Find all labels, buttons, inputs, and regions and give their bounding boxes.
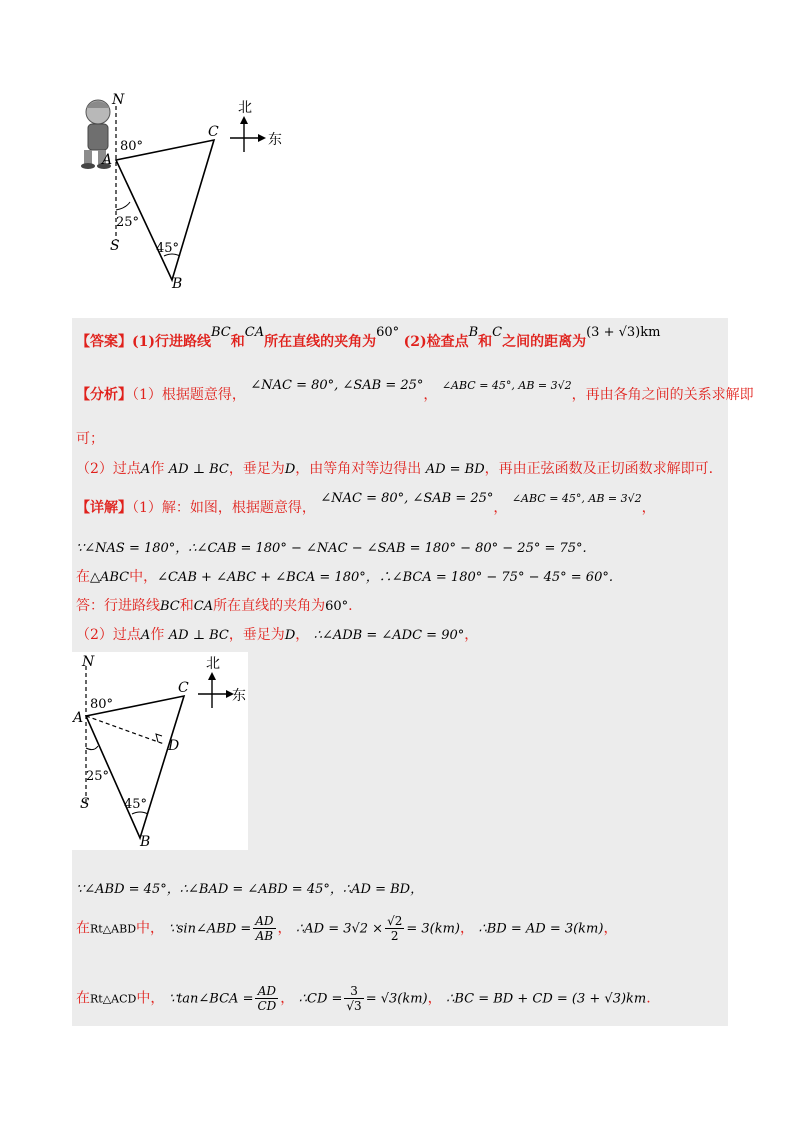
label2-S: S [80, 796, 90, 812]
compass-icon [230, 116, 266, 152]
detail-line-6: ∵∠ABD = 45°，∴∠BAD = ∠ABD = 45°，∴AD = BD， [76, 882, 424, 897]
detail-line-3: 在△ABC中，∠CAB + ∠ABC + ∠BCA = 180°，∴∠BCA = 180° − 75° − 45° = 60°. [76, 569, 613, 585]
analysis-line-2: 可； [76, 431, 104, 447]
detail-line-1: 【详解】（1）解：如图，根据题意得， ∠NAC = 80°, ∠SAB = 25°， $^{\angle ABC = 45^\circ, AB = 3√2}$， [76, 491, 656, 516]
answer-line: 【答案】(1)行进路线BC和CA所在直线的夹角为60° (2)检查点B和C之间的距离为(3 + √3)km [76, 325, 661, 350]
compass2-east: 东 [232, 688, 246, 704]
label2-25: 25° [86, 769, 110, 784]
analysis-line-1: 【分析】（1）根据题意得， ∠NAC = 80°, ∠SAB = 25°， $^{\angle ABC = 45^\circ, AB = 3√2}$，再由各角之间的关系求解即 [76, 378, 754, 403]
compass-icon-2 [198, 672, 234, 708]
label2-B: B [140, 834, 151, 850]
label2-D: D [168, 738, 180, 754]
label2-N: N [82, 654, 95, 670]
label2-80: 80° [90, 697, 114, 712]
detail-line-4: 答：行进路线BC和CA所在直线的夹角为60°. [76, 598, 353, 614]
label-S: S [110, 238, 120, 254]
label2-A: A [73, 710, 84, 726]
detail-line-7: 在Rt△ABD中， ∵sin∠ABD = $\frac{AD}{AB}$ ， ∴AD = 3√2 × $\frac{√2}{2}$ = 3(km)， ∴BD = AD = 3(km)， [76, 914, 618, 943]
analysis-line-3: （2）过点A作 AD ⊥ BC，垂足为D，由等角对等边得出 AD = BD，再由正弦函数及正切函数求解即可. [76, 461, 714, 477]
answer-part1: (1)行进路线 [132, 334, 211, 350]
detail-line-2: ∵∠NAS = 180°，∴∠CAB = 180° − ∠NAC − ∠SAB = 180° − 80° − 25° = 75°. [76, 541, 587, 556]
figure-triangle-1 [72, 92, 292, 292]
label-N: N [112, 92, 125, 108]
figure-triangle-2 [72, 652, 248, 850]
label-B: B [172, 276, 183, 292]
label-A: A [102, 152, 113, 168]
detail-line-8: 在Rt△ACD中， ∵tan∠BCA = $\frac{AD}{CD}$ ， ∴CD = $\frac{3}{√3}$ = √3(km)， ∴BC = BD + CD = (3 + √3)km. [76, 984, 651, 1013]
detail-line-5: （2）过点A作 AD ⊥ BC，垂足为D， ∴∠ADB = ∠ADC = 90°， [76, 627, 479, 643]
compass2-north: 北 [206, 656, 220, 672]
label2-45: 45° [124, 797, 148, 812]
label-80: 80° [120, 139, 144, 154]
compass-north: 北 [238, 100, 252, 116]
label2-C: C [178, 680, 189, 696]
label-C: C [208, 124, 219, 140]
compass-east: 东 [268, 132, 282, 148]
label-25: 25° [116, 215, 140, 230]
label-45: 45° [156, 241, 180, 256]
answer-tag: 【答案】 [76, 334, 132, 350]
